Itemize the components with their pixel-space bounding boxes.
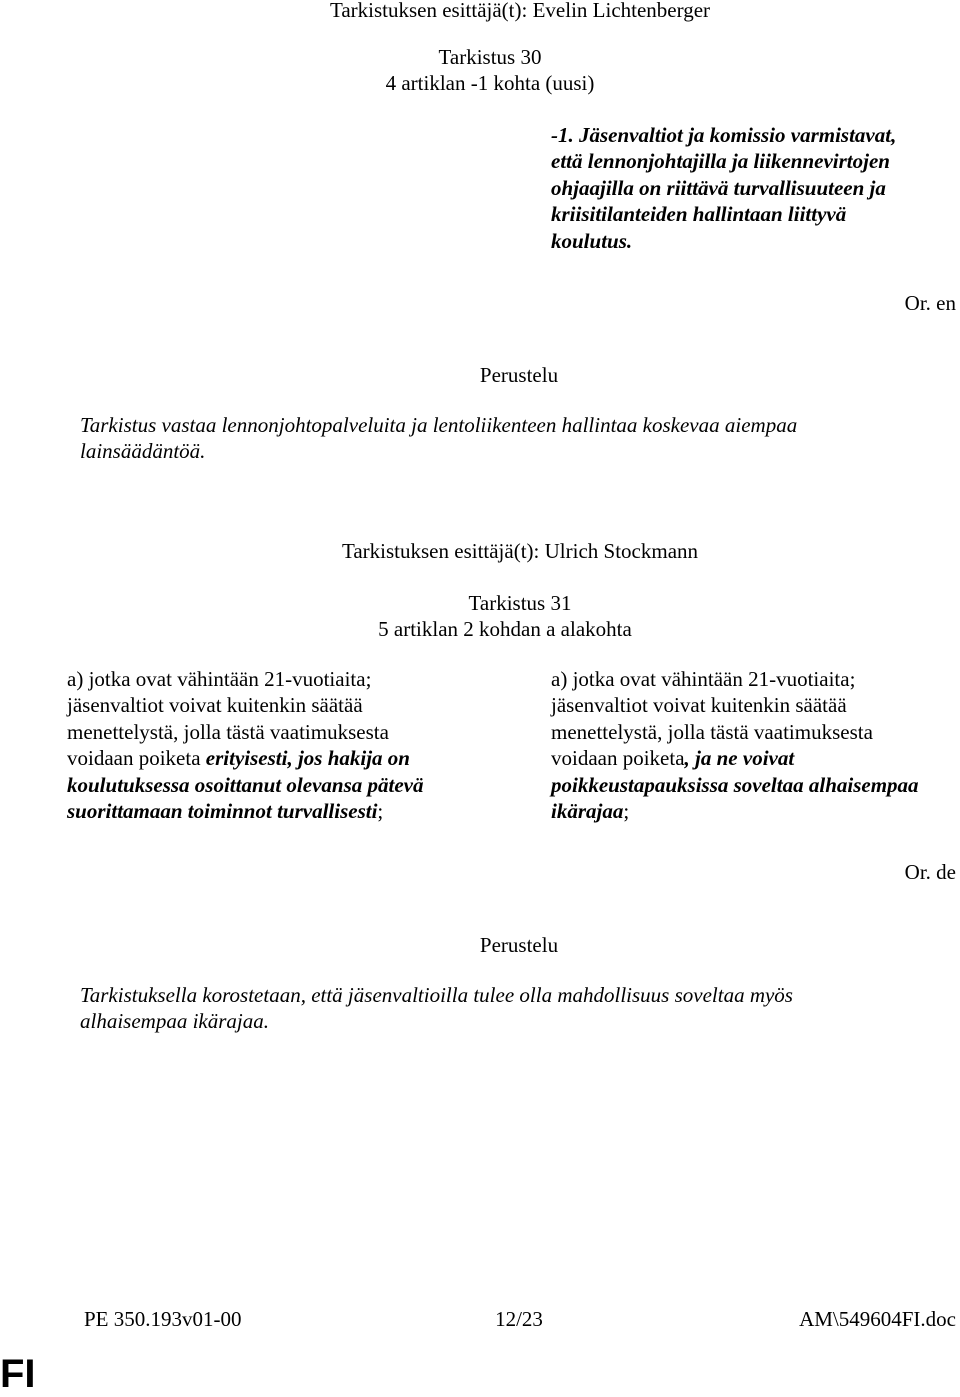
text-line: ohjaajilla on riittävä turvallisuuteen ja: [551, 175, 886, 200]
text-line: poikkeustapauksissa soveltaa alhaisempaa: [551, 772, 919, 797]
emphasized-text: erityisesti, jos hakija on: [205, 746, 410, 771]
justification-text-31: [80, 982, 793, 1035]
text-line: menettelystä, jolla tästä vaatimuksesta: [67, 719, 389, 744]
text-line: menettelystä, jolla tästä vaatimuksesta: [551, 719, 873, 744]
text-line: koulutus.: [551, 228, 633, 253]
amendment-31-author: Tarkistuksen esittäjä(t): Ulrich Stockmann: [341, 539, 699, 563]
commission-text-column: [67, 666, 423, 824]
amended-text-column: [551, 666, 919, 824]
text-line: jäsenvaltiot voivat kuitenkin säätää: [67, 693, 363, 718]
text-line: [67, 745, 423, 771]
plain-text: voidaan poiketa: [67, 746, 206, 771]
amendment-30-number: Tarkistus 30: [438, 45, 542, 69]
text-line: [551, 745, 919, 771]
plain-text: ;: [377, 799, 384, 824]
footer-doc-id: AM\549604FI.doc: [799, 1307, 956, 1331]
plain-text: voidaan poiketa: [551, 746, 685, 771]
emphasized-text: ikärajaa: [551, 799, 624, 824]
text-line: koulutuksessa osoittanut olevansa pätevä: [67, 772, 424, 797]
text-line: [551, 798, 919, 824]
original-language-en: Or. en: [904, 291, 956, 315]
text-line: kriisitilanteiden hallintaan liittyvä: [551, 202, 847, 227]
footer-page-number: 12/23: [495, 1307, 543, 1331]
text-line: a) jotka ovat vähintään 21-vuotiaita;: [551, 667, 856, 691]
footer-reference: PE 350.193v01-00: [84, 1307, 242, 1331]
justification-text-30: [80, 412, 797, 465]
text-line: a) jotka ovat vähintään 21-vuotiaita;: [67, 667, 372, 691]
amendment-30-reference: 4 artiklan -1 kohta (uusi): [385, 71, 595, 95]
justification-heading-31: Perustelu: [479, 933, 559, 957]
text-line: alhaisempaa ikärajaa.: [80, 1009, 269, 1034]
plain-text: ;: [623, 799, 630, 824]
text-line: Tarkistuksella korostetaan, että jäsenvaltioilla tulee olla mahdollisuus soveltaa myös: [80, 983, 793, 1007]
text-line: jäsenvaltiot voivat kuitenkin säätää: [551, 693, 847, 718]
amendment-30-text: [551, 122, 896, 254]
amendment-30-author: Tarkistuksen esittäjä(t): Evelin Lichtenberger: [329, 0, 711, 22]
emphasized-text: suorittamaan toiminnot turvallisesti: [67, 799, 378, 824]
amendment-31-reference: 5 artiklan 2 kohdan a alakohta: [378, 617, 632, 641]
original-language-de: Or. de: [904, 860, 956, 884]
emphasized-text: , ja ne voivat: [684, 746, 795, 771]
language-code: FI: [0, 1352, 36, 1396]
text-line: että lennonjohtajilla ja liikennevirtojen: [551, 149, 890, 174]
text-line: Tarkistus vastaa lennonjohtopalveluita ja lentoliikenteen hallintaa koskevaa aiempaa: [80, 413, 798, 437]
text-line: [67, 798, 423, 824]
justification-heading-30: Perustelu: [479, 363, 559, 387]
text-line: -1. Jäsenvaltiot ja komissio varmistavat,: [551, 123, 897, 147]
text-line: lainsäädäntöä.: [80, 439, 206, 464]
amendment-31-number: Tarkistus 31: [468, 591, 572, 615]
